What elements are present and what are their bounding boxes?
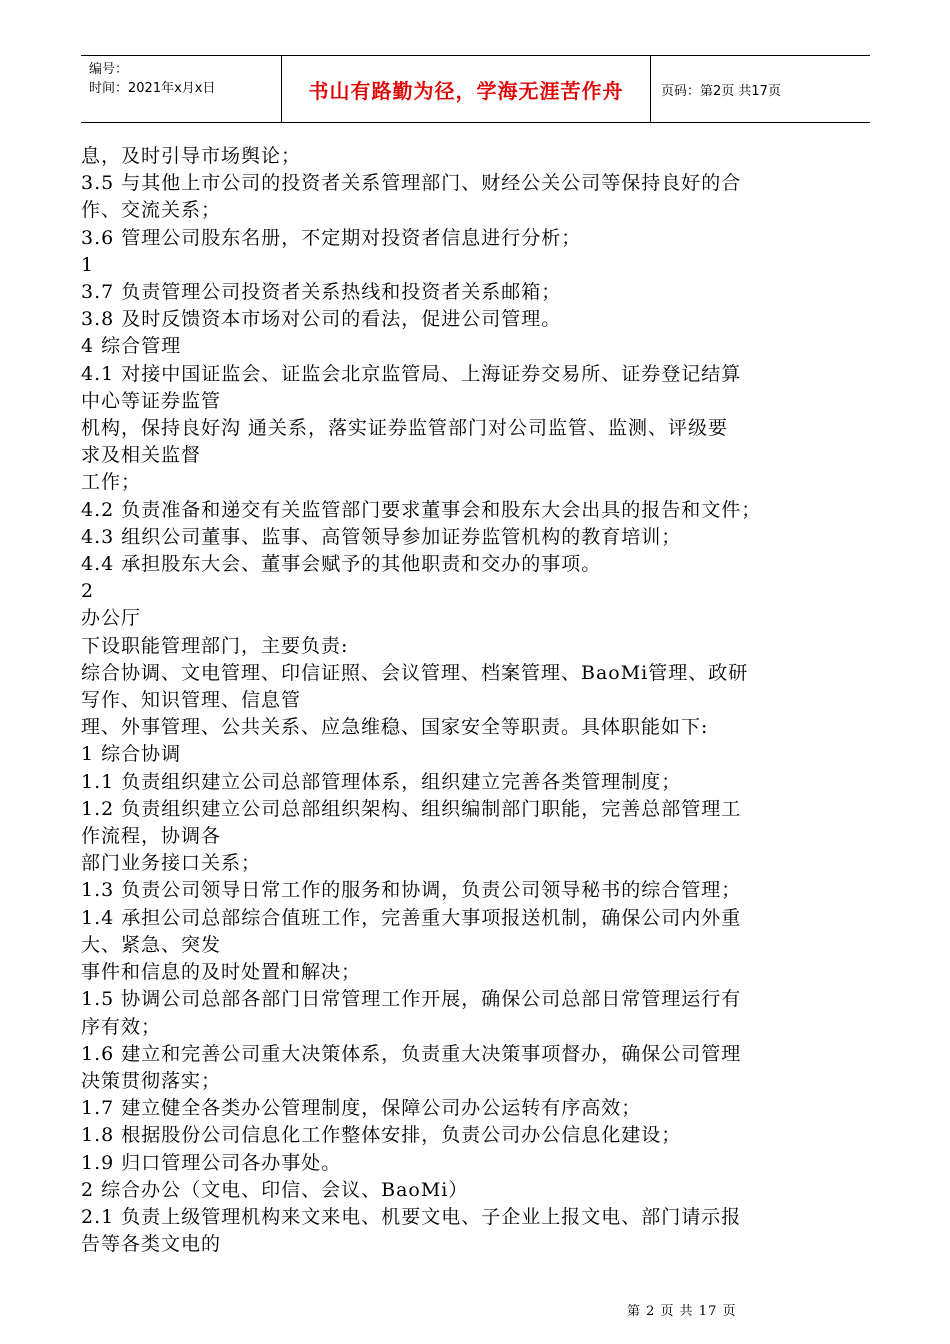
text-line: 理、外事管理、公共关系、应急维稳、国家安全等职责。具体职能如下: xyxy=(81,716,709,739)
text-line: 3.5 与其他上市公司的投资者关系管理部门、财经公关公司等保持良好的合 xyxy=(81,172,742,195)
header-meta xyxy=(81,56,282,122)
text-line: 1.9 归口管理公司各办事处。 xyxy=(81,1151,342,1174)
document-body xyxy=(81,143,881,1258)
text-line: 1.2 负责组织建立公司总部组织架构、组织编制部门职能，完善总部管理工 xyxy=(81,797,742,820)
text-line: 1.5 协调公司总部各部门日常管理工作开展，确保公司总部日常管理运行有 xyxy=(81,988,742,1011)
text-line: 机构，保持良好沟 通关系，落实证券监管部门对公司监管、监测、评级要 xyxy=(81,417,729,440)
text-line: 2 综合办公（文电、印信、会议、BaoMi） xyxy=(81,1178,469,1201)
text-line: 1.7 建立健全各类办公管理制度，保障公司办公运转有序高效； xyxy=(81,1097,642,1120)
text-line: 4 综合管理 xyxy=(81,335,182,358)
text-line: 决策贯彻落实； xyxy=(81,1069,222,1092)
text-line: 4.2 负责准备和递交有关监管部门要求董事会和股东大会出具的报告和文件； xyxy=(81,498,762,521)
text-line: 1.1 负责组织建立公司总部管理体系，组织建立完善各类管理制度； xyxy=(81,770,682,793)
text-line: 作流程，协调各 xyxy=(81,825,222,848)
text-line: 4.4 承担股东大会、董事会赋予的其他职责和交办的事项。 xyxy=(81,553,602,576)
text-line: 工作； xyxy=(81,471,142,494)
text-line: 作、交流关系； xyxy=(81,199,222,222)
text-line: 中心等证券监管 xyxy=(81,389,222,412)
text-line: 1 综合协调 xyxy=(81,743,182,766)
text-line: 3.6 管理公司股东名册，不定期对投资者信息进行分析； xyxy=(81,226,582,249)
document-number-label: 编号： xyxy=(89,62,129,77)
text-line: 部门业务接口关系； xyxy=(81,852,262,875)
text-line: 序有效； xyxy=(81,1015,162,1038)
text-line: 3.8 及时反馈资本市场对公司的看法，促进公司管理。 xyxy=(81,308,562,331)
header-page-info: 页码：第2页 共17页 xyxy=(661,83,781,99)
page-header xyxy=(81,55,870,123)
text-line: 告等各类文电的 xyxy=(81,1233,222,1256)
text-line: 1.4 承担公司总部综合值班工作，完善重大事项报送机制，确保公司内外重 xyxy=(81,906,742,929)
document-time-label: 时间：2021年x月x日 xyxy=(89,81,216,96)
text-line: 1.6 建立和完善公司重大决策体系，负责重大决策事项督办，确保公司管理 xyxy=(81,1042,742,1065)
text-line: 大、紧急、突发 xyxy=(81,933,222,956)
text-line: 1.8 根据股份公司信息化工作整体安排，负责公司办公信息化建设； xyxy=(81,1124,682,1147)
text-line: 下设职能管理部门，主要负责: xyxy=(81,634,349,657)
text-line: 2 xyxy=(81,580,95,603)
text-line: 3.7 负责管理公司投资者关系热线和投资者关系邮箱； xyxy=(81,281,562,304)
text-line: 息，及时引导市场舆论； xyxy=(81,145,302,167)
text-line: 办公厅 xyxy=(81,607,142,630)
text-line: 求及相关监督 xyxy=(81,444,202,467)
text-line: 1 xyxy=(81,253,95,276)
text-line: 综合协调、文电管理、印信证照、会议管理、档案管理、BaoMi管理、政研 xyxy=(81,661,749,684)
text-line: 事件和信息的及时处置和解决； xyxy=(81,961,362,984)
text-line: 2.1 负责上级管理机构来文来电、机要文电、子企业上报文电、部门请示报 xyxy=(81,1205,742,1228)
page-footer: 第 2 页 共 17 页 xyxy=(627,1304,737,1319)
text-line: 4.1 对接中国证监会、证监会北京监管局、上海证券交易所、证券登记结算 xyxy=(81,362,742,385)
text-line: 1.3 负责公司领导日常工作的服务和协调，负责公司领导秘书的综合管理； xyxy=(81,879,742,902)
header-motto: 书山有路勤为径，学海无涯苦作舟 xyxy=(282,56,651,122)
text-line: 4.3 组织公司董事、监事、高管领导参加证券监管机构的教育培训； xyxy=(81,525,682,548)
text-line: 写作、知识管理、信息管 xyxy=(81,689,302,712)
